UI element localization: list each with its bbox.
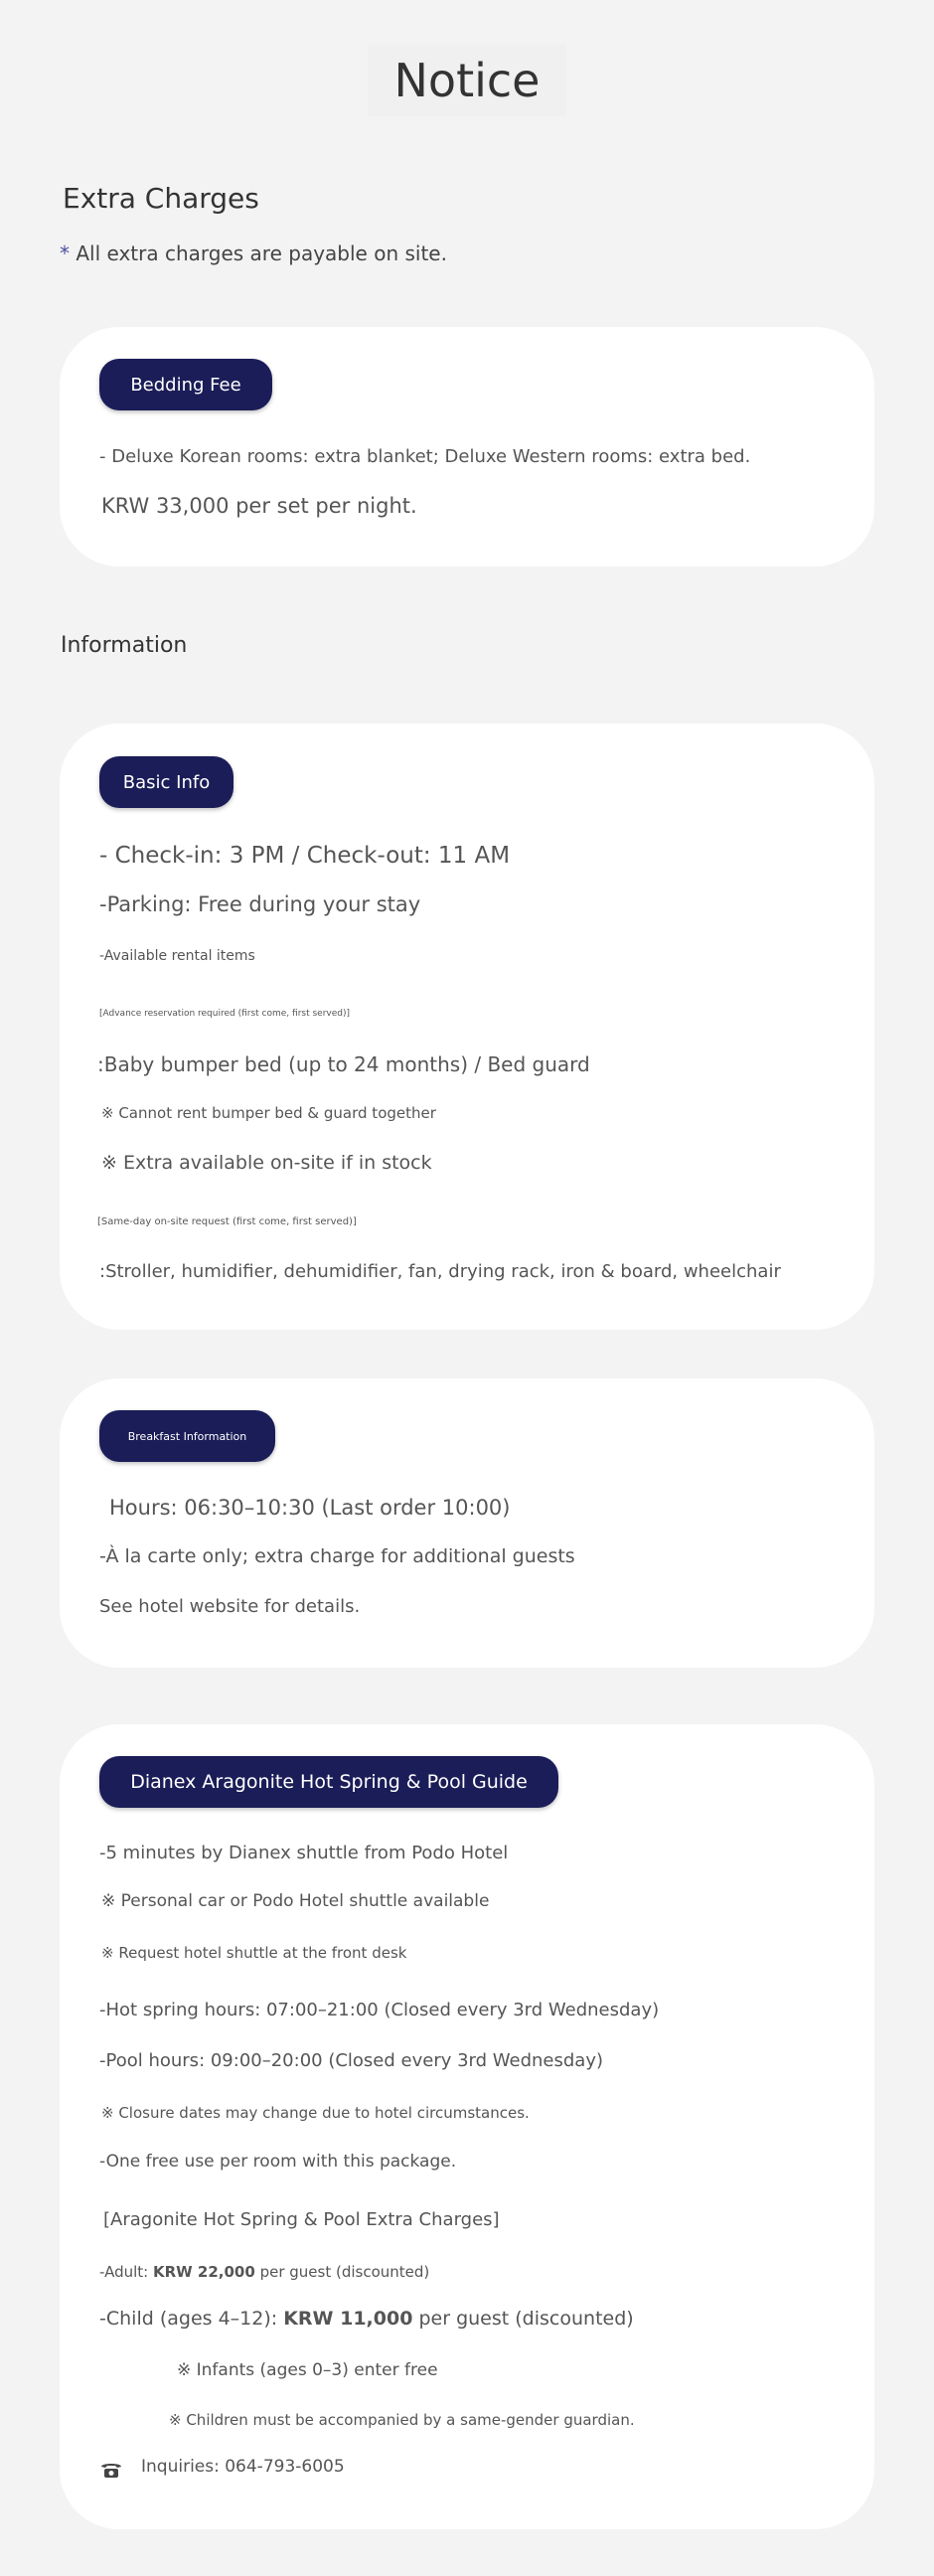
- extra-charges-note: [60, 242, 447, 265]
- information-heading: Information: [61, 633, 188, 658]
- request-shuttle-text: ※ Request hotel shuttle at the front desk: [101, 1944, 407, 1962]
- bedding-fee-card: [60, 327, 874, 566]
- adult-price-suffix: per guest (discounted): [254, 2263, 430, 2281]
- child-price-value: KRW 11,000: [283, 2308, 413, 2330]
- hot-spring-badge: Dianex Aragonite Hot Spring & Pool Guide: [99, 1756, 558, 1808]
- advance-reservation-text: [Advance reservation required (first come, first served)]: [99, 1009, 351, 1019]
- telephone-icon: [99, 2460, 123, 2480]
- pool-hours-text: -Pool hours: 09:00–20:00 (Closed every 3rd Wednesday): [99, 2050, 604, 2071]
- page-title-box: [368, 45, 566, 116]
- breakfast-hours-text: Hours: 06:30–10:30 (Last order 10:00): [109, 1496, 511, 1520]
- page-title: Notice: [393, 54, 541, 107]
- car-shuttle-text: ※ Personal car or Podo Hotel shuttle available: [101, 1891, 490, 1911]
- extra-charges-heading: Extra Charges: [63, 182, 259, 215]
- extra-available-text: ※ Extra available on-site if in stock: [101, 1152, 432, 1174]
- basic-info-badge: Basic Info: [99, 756, 234, 808]
- cannot-rent-text: ※ Cannot rent bumper bed & guard together: [101, 1104, 436, 1122]
- same-day-request-text: [Same-day on-site request (first come, first served)]: [97, 1216, 357, 1227]
- adult-price-label: -Adult:: [99, 2263, 153, 2281]
- breakfast-card: [60, 1378, 874, 1668]
- asterisk-mark: *: [60, 242, 70, 265]
- shuttle-text: -5 minutes by Dianex shuttle from Podo Hotel: [99, 1843, 509, 1863]
- bedding-rooms-text: - Deluxe Korean rooms: extra blanket; Deluxe Western rooms: extra bed.: [99, 446, 751, 467]
- hot-spring-hours-text: -Hot spring hours: 07:00–21:00 (Closed every 3rd Wednesday): [99, 2000, 660, 2020]
- adult-price-value: KRW 22,000: [152, 2263, 255, 2281]
- child-price-text: [99, 2308, 634, 2330]
- breakfast-website-text: See hotel website for details.: [99, 1596, 361, 1617]
- checkin-text: - Check-in: 3 PM / Check-out: 11 AM: [99, 843, 511, 869]
- parking-text: -Parking: Free during your stay: [99, 892, 421, 916]
- breakfast-carte-text: -À la carte only; extra charge for additional guests: [99, 1545, 575, 1567]
- free-use-text: -One free use per room with this package.: [99, 2152, 457, 2172]
- extra-charges-note-text: All extra charges are payable on site.: [76, 242, 447, 265]
- bedding-price-text: KRW 33,000 per set per night.: [101, 494, 417, 518]
- child-price-label: -Child (ages 4–12):: [99, 2308, 284, 2330]
- closure-note-text: ※ Closure dates may change due to hotel circumstances.: [101, 2104, 530, 2122]
- bedding-fee-badge: Bedding Fee: [99, 359, 272, 410]
- hot-spring-card: [60, 1724, 874, 2529]
- extra-charges-subheading: [Aragonite Hot Spring & Pool Extra Charges]: [103, 2209, 500, 2230]
- children-guardian-text: ※ Children must be accompanied by a same-gender guardian.: [169, 2411, 635, 2429]
- infants-free-text: ※ Infants (ages 0–3) enter free: [177, 2360, 438, 2380]
- child-price-suffix: per guest (discounted): [412, 2308, 634, 2330]
- rental-items-list-text: :Stroller, humidifier, dehumidifier, fan, drying rack, iron & board, wheelchair: [99, 1261, 781, 1282]
- basic-info-card: [60, 724, 874, 1330]
- breakfast-badge: Breakfast Information: [99, 1410, 275, 1462]
- baby-bed-text: :Baby bumper bed (up to 24 months) / Bed guard: [97, 1052, 590, 1076]
- rental-items-text: -Available rental items: [99, 948, 255, 964]
- adult-price-text: [99, 2263, 429, 2281]
- inquiries-text: Inquiries: 064-793-6005: [141, 2457, 345, 2477]
